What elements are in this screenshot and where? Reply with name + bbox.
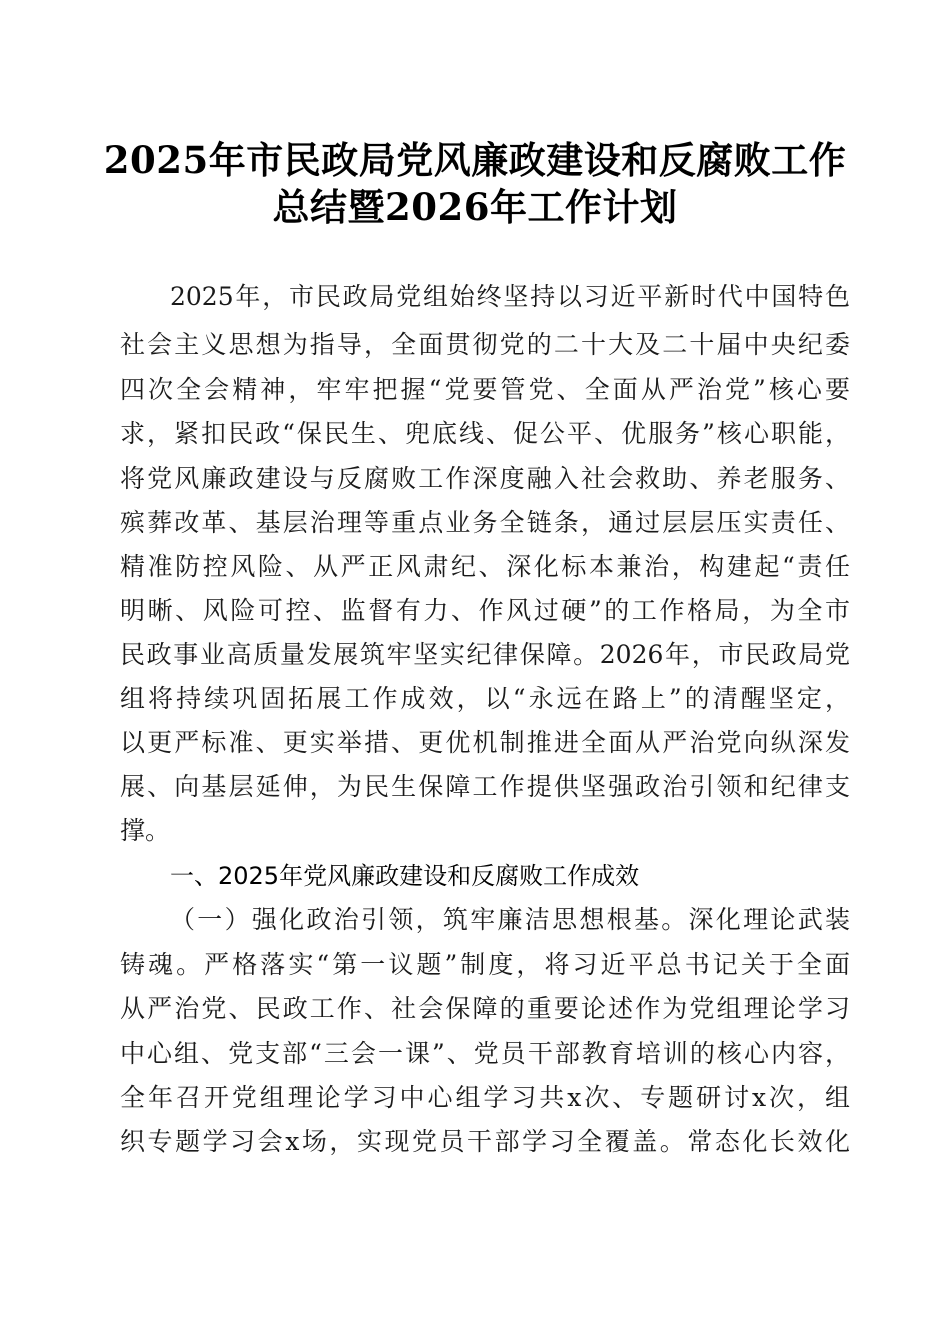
intro-paragraph-line: 社会主义思想为指导，全面贯彻党的二十大及二十届中央纪委 bbox=[120, 330, 850, 359]
subsection-paragraph-line: 中心组、党支部“三会一课”、党员干部教育培训的核心内容， bbox=[120, 1039, 850, 1068]
subsection-paragraph-line: 从严治党、民政工作、社会保障的重要论述作为党组理论学习 bbox=[120, 994, 850, 1023]
intro-paragraph-line: 2025年，市民政局党组始终坚持以习近平新时代中国特色 bbox=[170, 282, 850, 311]
intro-paragraph-line: 四次全会精神，牢牢把握“党要管党、全面从严治党”核心要 bbox=[120, 375, 850, 404]
document-title-line-2: 总结暨2026年工作计划 bbox=[272, 185, 678, 229]
intro-paragraph-line: 求，紧扣民政“保民生、兜底线、促公平、优服务”核心职能， bbox=[120, 419, 850, 448]
document-title-line-1: 2025年市民政局党风廉政建设和反腐败工作 bbox=[103, 138, 847, 182]
intro-paragraph-line: 将党风廉政建设与反腐败工作深度融入社会救助、养老服务、 bbox=[120, 464, 850, 493]
intro-paragraph-line: 精准防控风险、从严正风肃纪、深化标本兼治，构建起“责任 bbox=[120, 552, 850, 581]
intro-paragraph-line: 组将持续巩固拓展工作成效，以“永远在路上”的清醒坚定， bbox=[120, 684, 850, 713]
subsection-paragraph-line: （一）强化政治引领，筑牢廉洁思想根基。深化理论武装 bbox=[170, 905, 850, 934]
subsection-paragraph-line: 织专题学习会x场，实现党员干部学习全覆盖。常态化长效化 bbox=[120, 1127, 850, 1156]
intro-paragraph-line: 殡葬改革、基层治理等重点业务全链条，通过层层压实责任、 bbox=[120, 508, 850, 537]
subsection-paragraph-line: 铸魂。严格落实“第一议题”制度，将习近平总书记关于全面 bbox=[120, 950, 850, 979]
intro-paragraph-line: 以更严标准、更实举措、更优机制推进全面从严治党向纵深发 bbox=[120, 728, 850, 757]
subsection-paragraph-line: 全年召开党组理论学习中心组学习共x次、专题研讨x次，组 bbox=[120, 1083, 850, 1112]
intro-paragraph-line: 展、向基层延伸，为民生保障工作提供坚强政治引领和纪律支 bbox=[120, 772, 850, 801]
section-heading: 一、2025年党风廉政建设和反腐败工作成效 bbox=[170, 862, 640, 890]
intro-paragraph-line: 撑。 bbox=[120, 816, 171, 845]
intro-paragraph-line: 民政事业高质量发展筑牢坚实纪律保障。2026年，市民政局党 bbox=[120, 640, 850, 669]
intro-paragraph-line: 明晰、风险可控、监督有力、作风过硬”的工作格局，为全市 bbox=[120, 596, 850, 625]
